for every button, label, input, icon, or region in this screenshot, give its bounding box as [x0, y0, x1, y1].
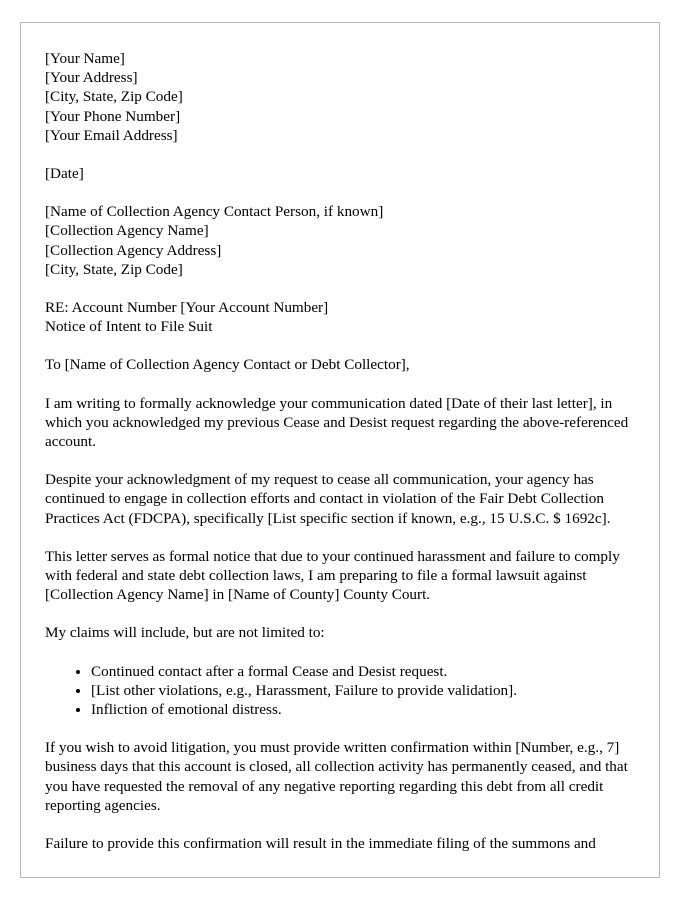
sender-line: [Your Email Address] — [45, 126, 178, 144]
subject-line-account: RE: Account Number [Your Account Number] — [45, 299, 329, 317]
sender-address-block — [45, 49, 641, 145]
sender-line: [City, State, Zip Code] — [45, 88, 183, 106]
salutation: To [Name of Collection Agency Contact or Debt Collector], — [45, 356, 410, 374]
sender-line: [Your Address] — [45, 69, 138, 87]
paragraph-violation: Despite your acknowledgment of my request to cease all communication, your agency has continued to engage in collection efforts and contact in violation of the Fair Debt Collection Practices Act (FDCPA), specifically [List specific section if known, e.g., 15 U.S.C. $ 1692c]. — [45, 471, 611, 527]
recipient-address-block — [45, 202, 641, 279]
sender-line: [Your Name] — [45, 50, 125, 67]
date-block — [45, 164, 641, 183]
recipient-line: [Collection Agency Name] — [45, 222, 209, 240]
date-line: [Date] — [45, 165, 84, 183]
paragraph-avoid-litigation: If you wish to avoid litigation, you must provide written confirmation within [Number, e.g., 7] business days that this account is closed, all collection activity has permanently ceased, and that you have requested the removal of any negative reporting regarding this debt from all credit reporting agencies. — [45, 739, 628, 814]
paragraph-acknowledgement: I am writing to formally acknowledge your communication dated [Date of their last letter], in which you acknowledged my previous Cease and Desist request regarding the above-referenced account. — [45, 394, 629, 451]
sender-line: [Your Phone Number] — [45, 107, 181, 125]
salutation-block — [45, 355, 641, 374]
subject-block — [45, 298, 641, 336]
list-item: • Infliction of emotional distress. — [91, 700, 641, 719]
paragraph-failure-consequence: Failure to provide this confirmation will result in the immediate filing of the summons and — [45, 835, 596, 853]
claims-list — [45, 662, 641, 720]
recipient-line: [Collection Agency Address] — [45, 241, 222, 259]
recipient-line: [Name of Collection Agency Contact Person, if known] — [45, 203, 384, 221]
paragraph-notice-of-suit: This letter serves as formal notice that due to your continued harassment and failure to comply with federal and state debt collection laws, I am preparing to file a formal lawsuit against [Collection Agency Name] in [Name of County] County Court. — [45, 547, 620, 604]
list-item: • Continued contact after a formal Cease and Desist request. — [91, 662, 641, 681]
recipient-line: [City, State, Zip Code] — [45, 260, 183, 278]
list-item: • [List other violations, e.g., Harassment, Failure to provide validation]. — [91, 681, 641, 700]
subject-line-notice: Notice of Intent to File Suit — [45, 318, 213, 336]
paragraph-claims-intro: My claims will include, but are not limited to: — [45, 624, 325, 642]
letter-body — [45, 49, 641, 872]
document-page — [20, 22, 660, 878]
